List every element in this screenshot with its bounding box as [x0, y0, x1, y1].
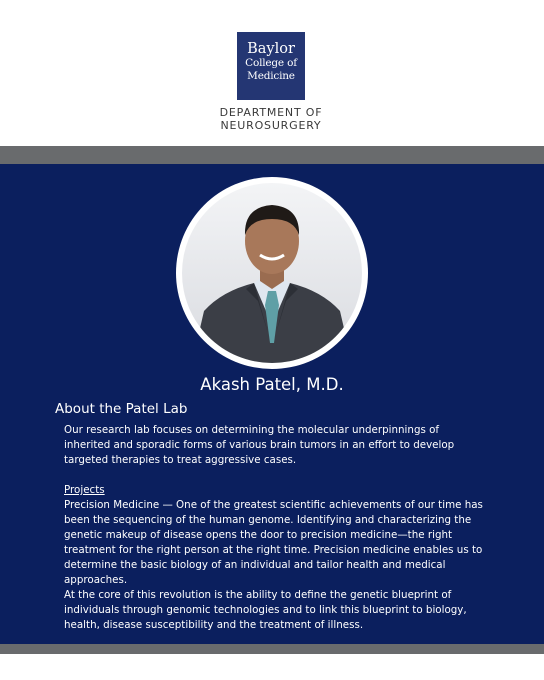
department-line-1: DEPARTMENT OF	[219, 106, 323, 119]
logo-text-college: College of	[245, 57, 297, 69]
header	[0, 0, 544, 146]
logo-text-medicine: Medicine	[247, 70, 295, 82]
profile-name: Akash Patel, M.D.	[200, 375, 344, 394]
baylor-logo[interactable]	[237, 32, 305, 100]
genetic-blueprint-paragraph: At the core of this revolution is the ability to define the genetic blueprint of individuals through genomic technologies and to link this blueprint to biology, health, disease susceptibility and the treatment of illness.	[64, 589, 467, 631]
top-divider-bar	[0, 146, 544, 164]
department-name	[200, 106, 342, 132]
about-body	[64, 423, 484, 633]
department-line-2: NEUROSURGERY	[220, 119, 322, 132]
footer	[0, 654, 544, 680]
about-heading: About the Patel Lab	[55, 401, 188, 417]
precision-medicine-paragraph: Precision Medicine — One of the greatest scientific achievements of our time has been the sequencing of the human genome. Identifying and characterizing the genetic makeup of disease opens the door to precision medicine—the right treatment for the right person at the right time. Precision medicine enables us to determine the basic biology of an individual and tailor health and medical approaches.	[64, 499, 483, 586]
profile-photo	[176, 177, 368, 369]
bottom-divider-bar	[0, 644, 544, 654]
portrait-image	[182, 183, 362, 363]
intro-paragraph: Our research lab focuses on determining the molecular underpinnings of inherited and sporadic forms of various brain tumors in an effort to develop targeted therapies to treat aggressive cases.	[64, 424, 455, 466]
logo-text-baylor: Baylor	[247, 41, 295, 57]
projects-label[interactable]: Projects	[64, 484, 105, 496]
